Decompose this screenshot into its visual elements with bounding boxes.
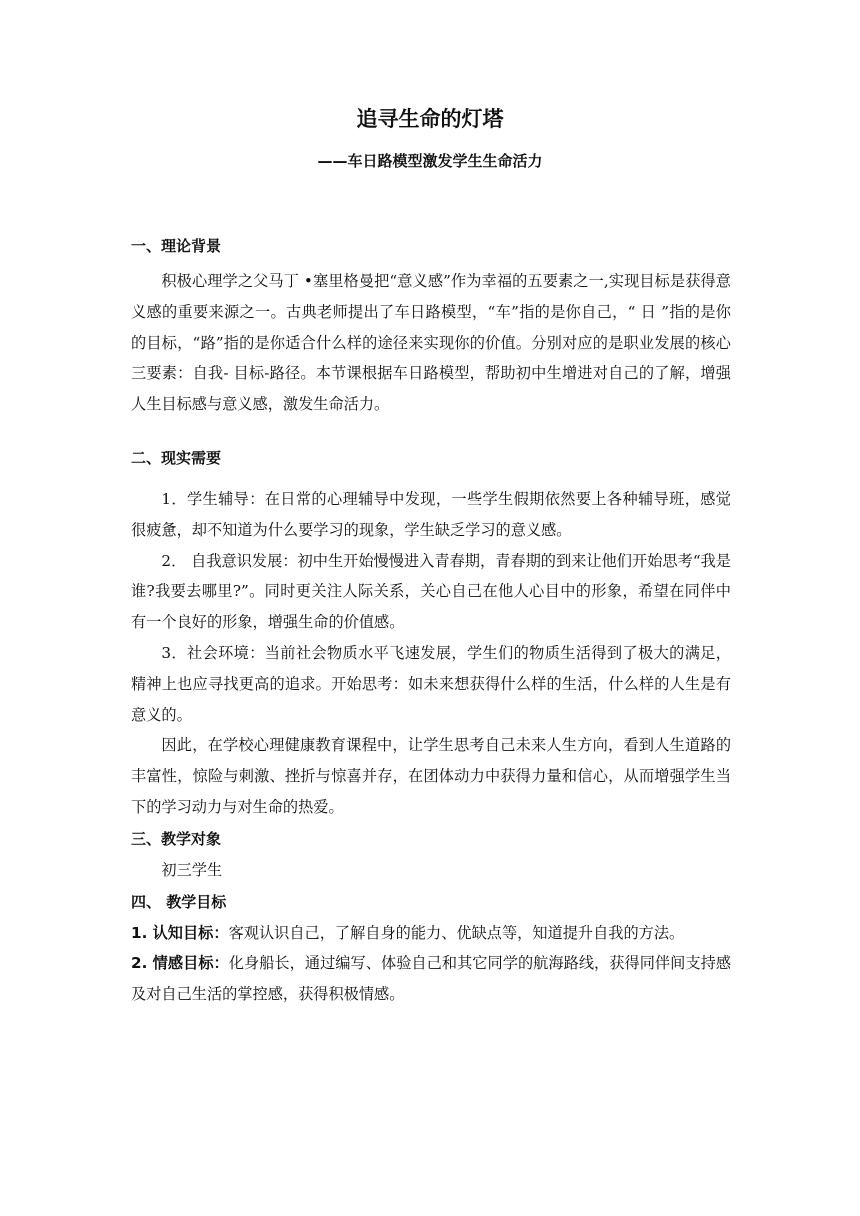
goal-emotional-text: 化身船长，通过编写、体验自己和其它同学的航海路线，获得同伴间支持感及对自己生活的掌控感，获得积极情感。 — [131, 954, 732, 1004]
section-heading-theory: 一、理论背景 — [131, 237, 222, 255]
section-heading-audience: 三、教学对象 — [131, 829, 222, 848]
goal-emotional — [131, 948, 731, 1010]
goal-cognitive-text: 客观认识自己，了解自身的能力、优缺点等，知道提升自我的方法。 — [228, 923, 685, 942]
goal-cognitive-lead: 1. 认知目标： — [131, 923, 229, 942]
audience-paragraph: 初三学生 — [161, 860, 223, 879]
goal-cognitive — [131, 918, 731, 949]
needs-paragraph-2: 2． 自我意识发展：初中生开始慢慢进入青春期，青春期的到来让他们开始思考“我是谁?我要去哪里?”。同时更关注人际关系，关心自己在他人心目中的形象，希望在同伴中有一个良好的形象，增强生命的价值感。 — [131, 551, 731, 632]
document-body — [131, 230, 731, 1010]
document-title: 追寻生命的灯塔 — [356, 107, 504, 131]
needs-paragraph-3: 3．社会环境：当前社会物质水平飞速发展，学生们的物质生活得到了极大的满足，精神上也应寻找更高的追求。开始思考：如未来想获得什么样的生活，什么样的人生是有意义的。 — [131, 643, 731, 724]
document-subtitle: ——车日路模型激发学生生命活力 — [317, 152, 543, 170]
theory-paragraph: 积极心理学之父马丁 •塞里格曼把“意义感”作为幸福的五要素之一,实现目标是获得意义感的重要来源之一。古典老师提出了车日路模型，“车”指的是你自己，“ 日 ”指的是你的目标，“路”指的是你适合什么样的途径来实现你的价值。分别对应的是职业发展的核心三要素：自我- 目标-路径。本节课根据车日路模型，帮助初中生增进对自己的了解，增强人生目标感与意义感，激发生命活力。 — [131, 272, 731, 414]
section-heading-needs: 二、现实需要 — [131, 448, 222, 467]
goal-emotional-lead: 2. 情感目标： — [131, 954, 229, 973]
needs-paragraph-4: 因此，在学校心理健康教育课程中，让学生思考自己未来人生方向，看到人生道路的丰富性，惊险与刺激、挫折与惊喜并存，在团体动力中获得力量和信心，从而增强学生当下的学习动力与对生命的热爱。 — [131, 736, 731, 816]
needs-paragraph-1: 1．学生辅导：在日常的心理辅导中发现，一些学生假期依然要上各种辅导班，感觉很疲惫，却不知道为什么要学习的现象，学生缺乏学习的意义感。 — [131, 489, 731, 539]
section-heading-goals: 四、 教学目标 — [131, 892, 227, 911]
